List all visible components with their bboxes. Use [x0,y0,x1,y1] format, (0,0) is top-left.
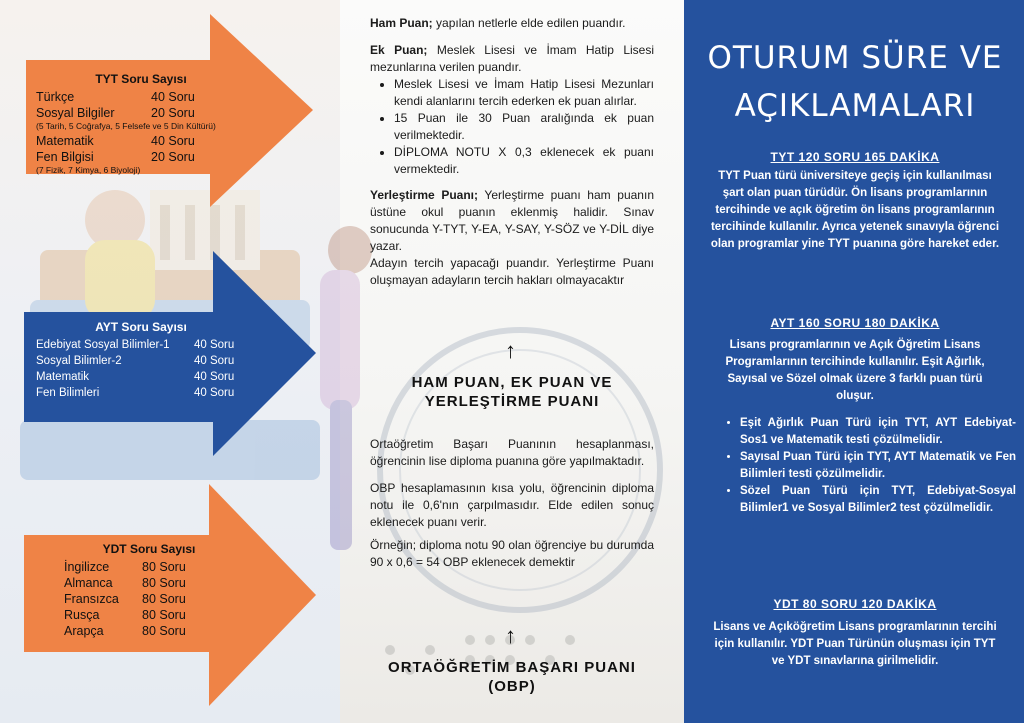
ydt-duration-heading: YDT 80 SORU 120 DAKİKA [773,597,937,611]
list-item: • DİPLOMA NOTU X 0,3 eklenecek ek puanı vermektedir. [394,144,654,178]
ydt-description: Lisans ve Açıköğretim Lisans programlarının tercihi için kullanılır. YDT Puan Türünün oluşması için TYT ve YDT sınavlarına girilmelidir. [713,621,997,667]
ayt-puan-list [722,415,1016,517]
ham-puan-heading: HAM PUAN, EK PUAN VE YERLEŞTİRME PUANI [411,374,613,410]
ayt-row-sosyal2: Sosyal Bilimler-2 40 Soru [36,355,235,367]
ydt-row-arapca: Arapça 80 Soru [64,624,186,638]
up-arrow-icon: ↑ [505,338,516,363]
obp-paragraph-2: OBP hesaplamasının kısa yolu, öğrencinin diploma notu ile 0,6'nın çarpılmasıdır. Elde edilen sonuç eklenecek puanı verir. [370,481,654,529]
list-item: • Sayısal Puan Türü için TYT, AYT Matematik ve Fen Bilimleri testi çözülmelidir. [740,449,1016,483]
obp-section [370,436,654,571]
yerlestirme-paragraph-2: Adayın tercih yapacağı puandır. Yerleştirme Puanı oluşmayan adayların tercih hakları olmayacaktır [370,256,654,287]
up-arrow-icon-2: ↑ [505,623,516,648]
list-item: • Eşit Ağırlık Puan Türü için TYT, AYT Edebiyat-Sos1 ve Matematik testi çözülmelidir. [740,415,1016,449]
ham-puan-paragraph: Ham Puan; yapılan netlerle elde edilen puandır. [370,16,626,30]
ek-puan-list [370,76,654,178]
obp-paragraph-1: Ortaöğretim Başarı Puanının hesaplanması, öğrencinin lise diploma puanına göre yapılmaktadır. [370,437,654,468]
ayt-duration-heading: AYT 160 SORU 180 DAKİKA [770,316,940,330]
list-item: • 15 Puan ile 30 Puan aralığında ek puan verilmektedir. [394,110,654,144]
ydt-row-ingilizce: İngilizce 80 Soru [64,560,186,574]
ydt-arrow [24,484,316,706]
ayt-row-fen: Fen Bilimleri 40 Soru [36,387,235,399]
ek-puan-paragraph: Ek Puan; Meslek Lisesi ve İmam Hatip Lisesi mezunlarına verilen puandır. [370,43,654,74]
tyt-row-matematik: Matematik 40 Soru [36,134,195,148]
ydt-box-title: YDT Soru Sayısı [102,542,196,556]
tyt-row-turkce: Türkçe 40 Soru [36,90,195,104]
tyt-box-title: TYT Soru Sayısı [95,72,187,86]
ayt-arrow [24,251,316,456]
list-item: • Sözel Puan Türü için TYT, Edebiyat-Sosyal Bilimler1 ve Sosyal Bilimler2 test çözülmelidir. [740,483,1016,517]
tyt-note-fen: (7 Fizik, 7 Kimya, 6 Biyoloji) [36,165,141,175]
ham-puan-section [370,15,654,289]
tyt-row-fen: Fen Bilgisi 20 Soru [36,150,195,164]
obp-heading: ORTAÖĞRETİM BAŞARI PUANI (OBP) [388,659,636,695]
list-item: • Meslek Lisesi ve İmam Hatip Lisesi Mezunları kendi alanlarını tercih ederken ek puan alırlar. [394,76,654,110]
obp-paragraph-3: Örneğin; diploma notu 90 olan öğrenciye bu durumda 90 x 0,6 = 54 OBP eklenecek demektir [370,538,654,569]
tyt-note-sosyal: (5 Tarih, 5 Coğrafya, 5 Felsefe ve 5 Din Kültürü) [36,121,216,131]
tyt-row-sosyal: Sosyal Bilgiler 20 Soru [36,106,195,120]
oturum-title: OTURUM SÜRE VE AÇIKLAMALARI [707,40,1003,124]
ydt-row-almanca: Almanca 80 Soru [64,576,186,590]
tyt-duration-heading: TYT 120 SORU 165 DAKİKA [770,150,940,164]
yerlestirme-paragraph: Yerleştirme Puanı; Yerleştirme puanı ham puanın üstüne okul puanın eklenmiş halidir. Sınav sonucunda Y-TYT, Y-EA, Y-SAY, Y-SÖZ ve Y-DİL diye yazar. [370,188,654,253]
ydt-row-rusca: Rusça 80 Soru [64,608,186,622]
ayt-row-edebiyat: Edebiyat Sosyal Bilimler-1 40 Soru [36,339,235,351]
ydt-row-fransizca: Fransızca 80 Soru [64,592,186,606]
tyt-arrow [26,14,313,207]
ayt-description: Lisans programlarının ve Açık Öğretim Lisans Programlarının tercihinde kullanılır. Eşit Ağırlık, Sayısal ve Sözel olmak üzere 3 farklı puan türü oluşur. [725,339,985,402]
ayt-box-title: AYT Soru Sayısı [95,320,187,334]
tyt-description: TYT Puan türü üniversiteye geçiş için kullanılması şart olan puan türüdür. Ön lisans programlarının tercihinde ve açık öğretim ön lisans programlarının tercihinde kullanılır. Ayrıca yetenek sınavıyla öğrenci olan programlar yine TYT puanına göre hareket eder. [710,170,1000,250]
ayt-row-matematik: Matematik 40 Soru [36,371,235,383]
